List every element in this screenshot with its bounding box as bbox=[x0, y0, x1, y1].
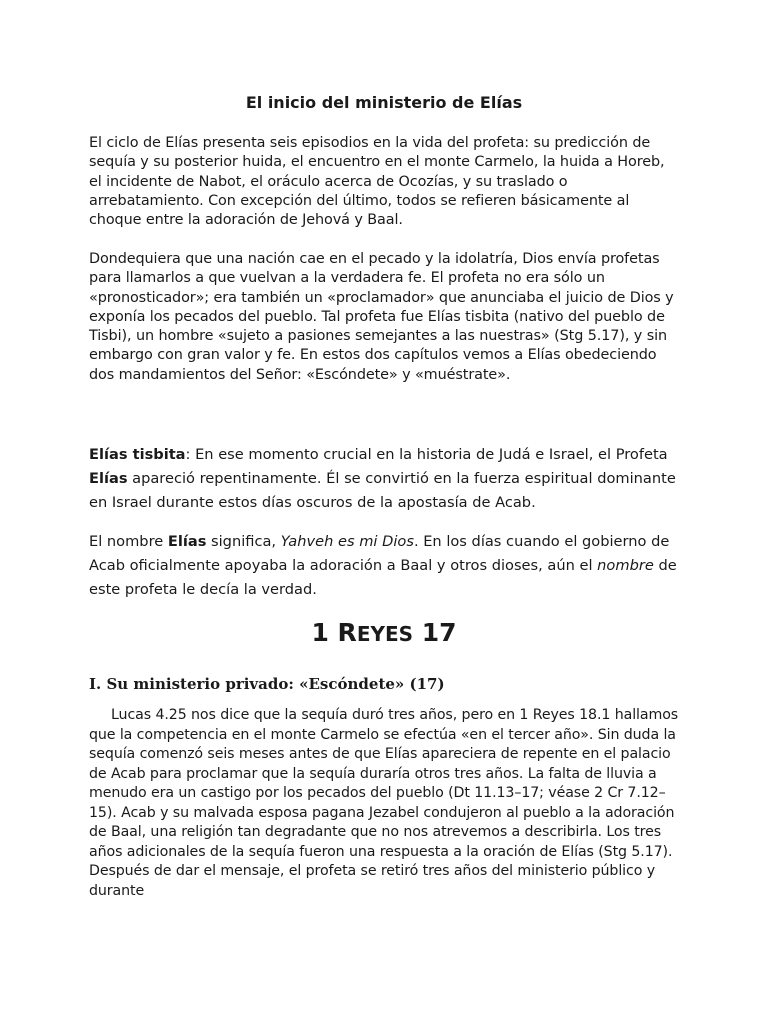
elias-tisbita-paragraph bbox=[89, 443, 689, 515]
chapter-heading bbox=[0, 618, 768, 647]
para3-text2: apareció repentinamente. Él se convirtió en la fuerza espiritual dominante en Israel durante estos días oscuros de la apostasía de Acab. bbox=[89, 470, 676, 511]
para3-text1: : En ese momento crucial en la historia de Judá e Israel, el Profeta bbox=[185, 446, 668, 463]
section-heading: I. Su ministerio privado: «Escóndete» (17) bbox=[89, 675, 445, 693]
para4-text4: de este profeta le decía la verdad. bbox=[89, 557, 677, 598]
yahveh-phrase: Yahveh es mi Dios bbox=[280, 533, 414, 550]
elias-tisbita-term: Elías tisbita bbox=[89, 446, 186, 463]
elias-name-bold: Elías bbox=[89, 470, 128, 487]
intro-paragraph: El ciclo de Elías presenta seis episodios en la vida del profeta: su predicción de sequía y su posterior huida, el encuentro en el monte Carmelo, la huida a Horeb, el incidente de Nabot, el oráculo acerca de Ocozías, y su traslado o arrebatamiento. Con excepción del último, todos se refieren básicamente al choque entre la adoración de Jehová y Baal. bbox=[89, 135, 665, 229]
drought-paragraph: Lucas 4.25 nos dice que la sequía duró tres años, pero en 1 Reyes 18.1 hallamos que la competencia en el monte Carmelo se efectúa «en el tercer año». Sin duda la sequía comenzó seis meses antes de que Elías apareciera de repente en el palacio de Acab para proclamar que la sequía duraría otros tres años. La falta de lluvia a menudo era un castigo por los pecados del pueblo (Dt 11.13–17; véase 2 Cr 7.12–15). Acab y su malvada esposa pagana Jezabel condujeron al pueblo a la adoración de Baal, una religión tan degradante que no nos atrevemos a describirla. Los tres años adicionales de la sequía fueron una respuesta a la oración de Elías (Stg 5.17). Después de dar el mensaje, el profeta se retiró tres años del ministerio público y durante bbox=[89, 707, 679, 899]
name-meaning-paragraph bbox=[89, 530, 689, 602]
prophets-paragraph: Dondequiera que una nación cae en el pecado y la idolatría, Dios envía profetas para llamarlos a que vuelvan a la verdadera fe. El profeta no era sólo un «pronosticador»; era también un «proclamador» que anunciaba el juicio de Dios y exponía los pecados del pueblo. Tal profeta fue Elías tisbita (nativo del pueblo de Tisbi), un hombre «sujeto a pasiones semejantes a las nuestras» (Stg 5.17), y sin embargo con gran valor y fe. En estos dos capítulos vemos a Elías obedeciendo dos mandamientos del Señor: «Escóndete» y «muéstrate». bbox=[89, 251, 674, 383]
para4-text2: significa, bbox=[206, 533, 281, 550]
elias-name-bold-2: Elías bbox=[167, 533, 207, 550]
chapter-small-caps: EYES bbox=[356, 622, 414, 646]
nombre-word: nombre bbox=[597, 557, 654, 574]
para4-text3: . En los días cuando el gobierno de Acab oficialmente apoyaba la adoración a Baal y otros dioses, aún el bbox=[89, 533, 670, 574]
para4-text1: El nombre bbox=[89, 533, 168, 550]
chapter-prefix: 1 R bbox=[311, 618, 357, 647]
document-title: El inicio del ministerio de Elías bbox=[245, 93, 523, 112]
chapter-number: 17 bbox=[413, 618, 457, 647]
